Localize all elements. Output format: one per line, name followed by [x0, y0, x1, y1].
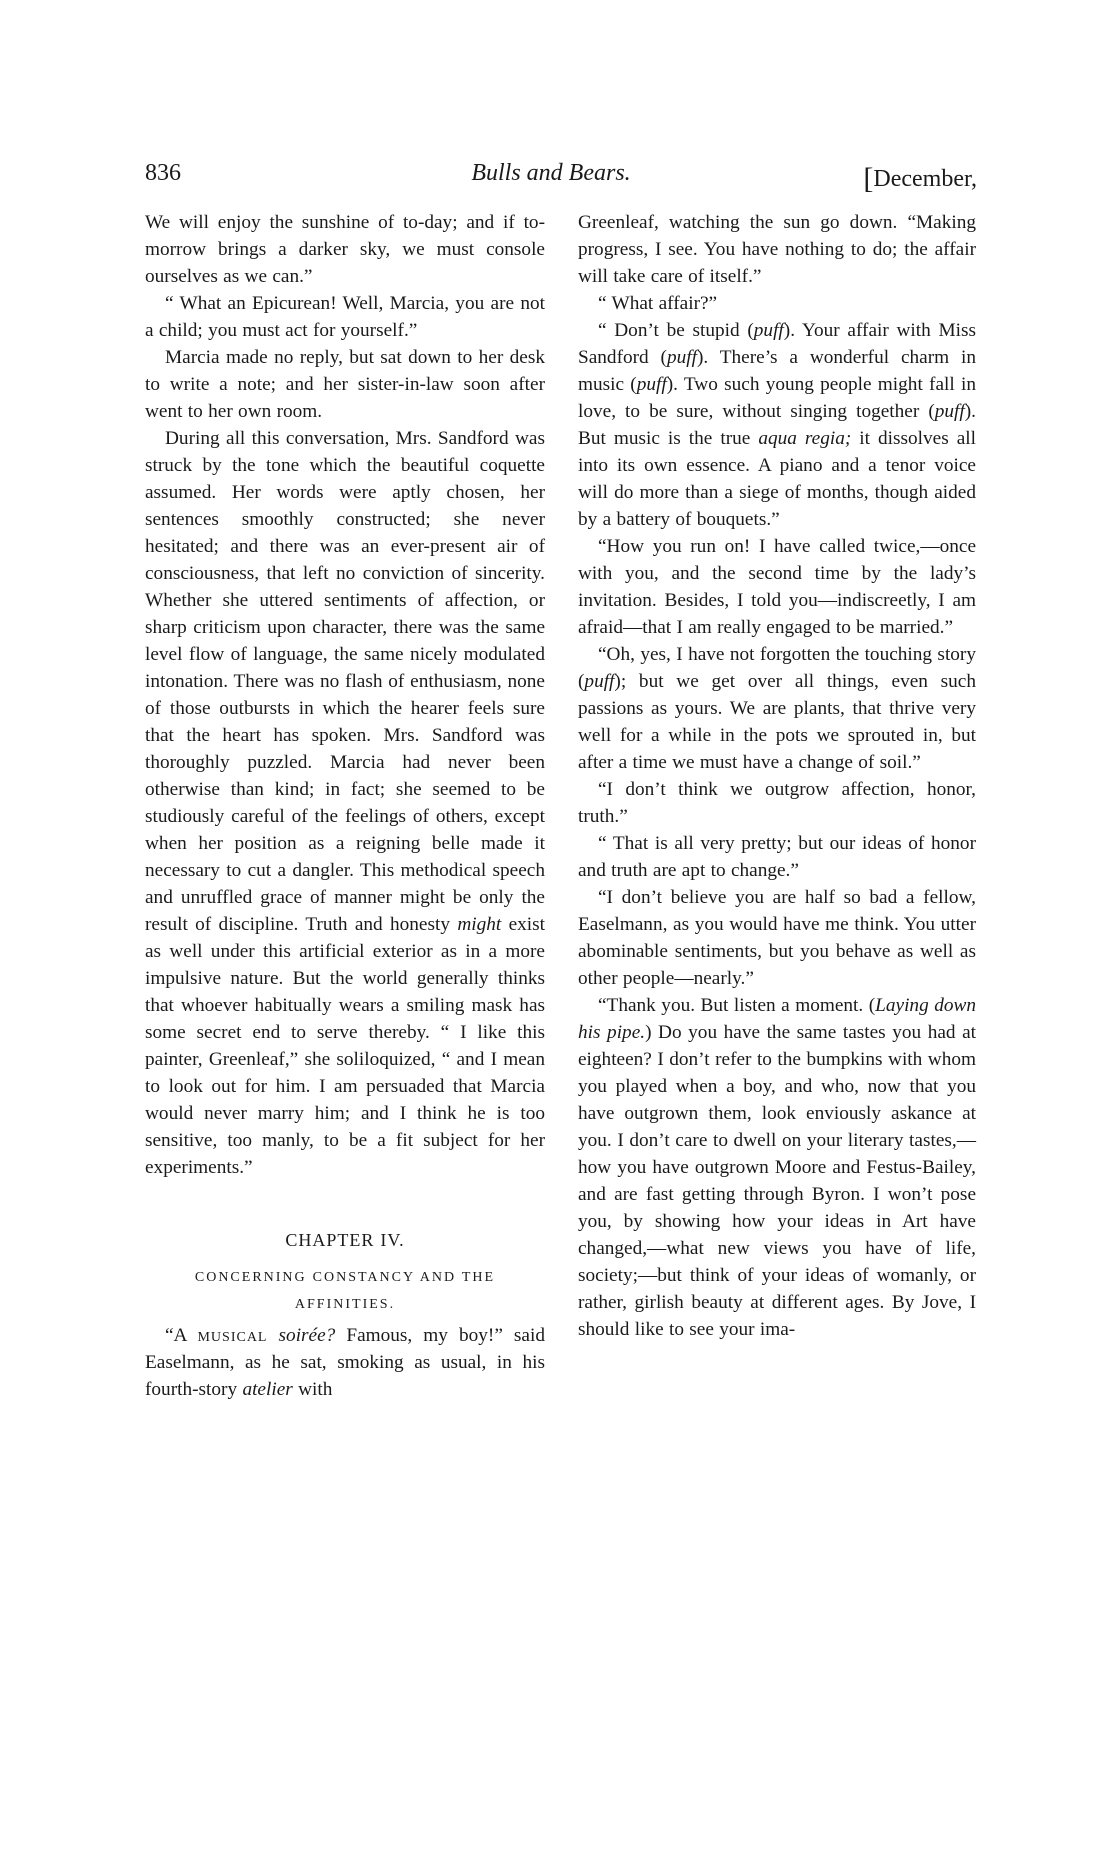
chapter-subtitle: [145, 1264, 545, 1318]
paragraph: “ What affair?”: [598, 293, 718, 314]
emphasis: puff: [636, 374, 667, 395]
text-run: “Thank you. But listen a moment. (: [598, 995, 876, 1016]
text-run: with: [292, 1379, 333, 1400]
running-title-text: Bulls and Bears.: [471, 160, 631, 186]
paragraph: [578, 992, 976, 1343]
emphasis: soirée?: [278, 1325, 336, 1346]
small-caps-run: musical: [197, 1325, 268, 1346]
paragraph: [145, 425, 545, 1181]
text-run: “Oh, yes, I have not forgotten the touching story (: [578, 644, 976, 692]
issue-month-text: December,: [873, 166, 977, 192]
paragraph: “I don’t think we outgrow affection, honor, truth.”: [578, 779, 976, 827]
text-run: During all this conversation, Mrs. Sandford was struck by the tone which the beautiful coquette assumed. Her words were aptly chosen, her sentences smoothly constructed; she never hesitated; and there was an ever-present air of consciousness, that left no conviction of sincerity. Whether she uttered sentiments of affection, or sharp criticism upon character, there was the same level flow of language, the same nicely modulated intonation. There was no flash of enthusiasm, none of those outbursts in which the hearer feels sure that the heart has spoken. Mrs. Sandford was thoroughly puzzled. Marcia had never been otherwise than kind; in fact; she seemed to be studiously careful of the feelings of others, except when her position as a reigning belle made it necessary to cut a dangler. This methodical speech and unruffled grace of manner might be only the result of discipline. Truth and honesty: [145, 428, 545, 935]
text-run: Famous, my boy!” said Easelmann, as he sat, smoking as usual, in his fourth-story: [145, 1325, 545, 1400]
paragraph: “ That is all very pretty; but our ideas of honor and truth are apt to change.”: [578, 833, 976, 881]
paragraph: [578, 317, 976, 533]
paragraph: “I don’t believe you are half so bad a fellow, Easelmann, as you would have me think. You utter abominable sentiments, but you behave as well as other people—nearly.”: [578, 887, 976, 989]
paragraph: Greenleaf, watching the sun go down. “Making progress, I see. You have nothing to do; the affair will take care of itself.”: [578, 212, 976, 287]
emphasis: puff: [666, 347, 697, 368]
text-run: ). Two such young people might fall in love, to be sure, without singing together (: [578, 374, 976, 422]
paragraph: Marcia made no reply, but sat down to her desk to write a note; and her sister-in-law soon after went to her own room.: [145, 347, 545, 422]
text-run: ). But music is the true: [578, 401, 976, 449]
left-column: [145, 209, 545, 1403]
paragraph: “How you run on! I have called twice,—once with you, and the second time by the lady’s invitation. Besides, I told you—indiscreetly, I am afraid—that I am really engaged to be married.”: [578, 536, 976, 638]
emphasis: puff: [934, 401, 965, 422]
text-run: “A: [165, 1325, 198, 1346]
text-run: “ Don’t be stupid (: [598, 320, 754, 341]
text-run: it dissolves all into its own essence. A piano and a tenor voice will do more than a siege of months, though aided by a battery of bouquets.”: [578, 428, 976, 530]
chapter-subtitle-line: AFFINITIES.: [294, 1297, 396, 1312]
emphasis: aqua regia;: [758, 428, 852, 449]
paragraph: [578, 641, 976, 776]
text-run: ). Your affair with Miss Sandford (: [578, 320, 976, 368]
paragraph: [145, 1322, 545, 1403]
running-title: [145, 160, 977, 187]
text-run: ) Do you have the same tastes you had at eighteen? I don’t refer to the bumpkins with whom you played when a boy, and who, now that you have outgrown them, look enviously askance at you. I don’t care to dwell on your literary tastes,—how you have outgrown Moore and Festus-Bailey, and are fast getting through Byron. I won’t pose you, by showing how your ideas in Art have changed,—what new views you have of life, society;—but think of your ideas of womanly, or rather, girlish beauty at different ages. By Jove, I should like to see your ima-: [578, 1022, 977, 1340]
text-run: ). There’s a wonderful charm in music (: [578, 347, 976, 395]
text-run: exist as well under this artificial exterior as in a more impulsive nature. But the world generally thinks that whoever habitually wears a smiling mask has some secret end to serve thereby. “ I like this painter, Greenleaf,” she soliloquized, “ and I mean to look out for him. I am persuaded that Marcia would never marry him; and I think he is too sensitive, too manly, to be a fit subject for her experiments.”: [145, 914, 545, 1178]
emphasis: puff: [753, 320, 784, 341]
page-header: [145, 160, 977, 200]
paragraph: “ What an Epicurean! Well, Marcia, you are not a child; you must act for yourself.”: [145, 293, 545, 341]
chapter-heading: CHAPTER IV.: [285, 1230, 405, 1250]
paragraph: We will enjoy the sunshine of to-day; and if to-morrow brings a darker sky, we must console ourselves as we can.”: [145, 212, 545, 287]
text-run: ); but we get over all things, even such passions as yours. We are plants, that thrive very well for a while in the pots we sprouted in, but after a time we must have a change of soil.”: [578, 671, 976, 773]
right-column: [578, 209, 976, 1343]
chapter-subtitle-line: CONCERNING CONSTANCY AND THE: [194, 1270, 496, 1285]
issue-month: [863, 160, 977, 194]
emphasis: might: [457, 914, 502, 935]
bracket: [: [863, 162, 874, 195]
page-number: 836: [145, 160, 181, 186]
emphasis: puff: [584, 671, 615, 692]
emphasis: Laying down his pipe.: [578, 995, 976, 1043]
emphasis: atelier: [242, 1379, 293, 1400]
